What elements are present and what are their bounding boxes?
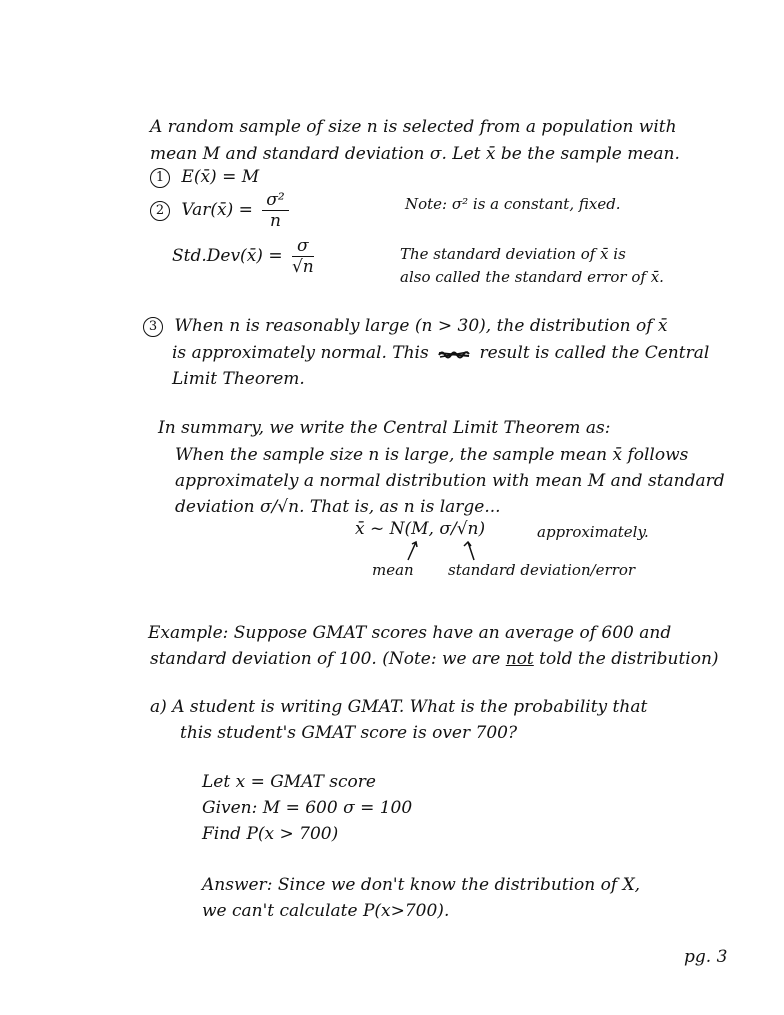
summary-line-3: deviation σ/√n. That is, as n is large... xyxy=(175,497,501,517)
sd-arrow xyxy=(464,542,474,560)
item-1-number: 1 xyxy=(150,168,170,188)
std-error-note-1: The standard deviation of x̄ is xyxy=(400,245,626,263)
item-3-number: 3 xyxy=(143,317,163,337)
std-dev-formula xyxy=(172,236,314,277)
mean-arrow xyxy=(408,542,417,560)
item-3-text-2a: is approximately normal. This xyxy=(172,343,429,363)
summary-line-2: approximately a normal distribution with mean M and standard xyxy=(175,471,725,491)
variance-fraction xyxy=(262,190,288,231)
item-3-line-3: Limit Theorem. xyxy=(172,369,305,389)
approximately-label: approximately. xyxy=(537,523,649,541)
item-3-text-2b: result is called the Central xyxy=(479,343,710,363)
variance-numerator: σ² xyxy=(262,190,288,211)
clt-formula: x̄ ~ N(M, σ/√n) xyxy=(355,519,486,539)
summary-heading: In summary, we write the Central Limit Theorem as: xyxy=(158,418,611,438)
page-number: pg. 3 xyxy=(684,947,728,967)
answer-line-1: Answer: Since we don't know the distribution of X, xyxy=(202,875,641,895)
crossed-out-word xyxy=(438,349,470,359)
item-2-number: 2 xyxy=(150,201,170,221)
std-dev-lhs: Std.Dev(x̄) = xyxy=(172,246,283,266)
std-error-note-2: also called the standard error of x̄. xyxy=(400,268,664,286)
std-dev-error-label: standard deviation/error xyxy=(448,561,636,579)
item-3-line-2 xyxy=(172,342,709,364)
item-1-text: E(x̄) = M xyxy=(181,167,260,187)
example-not: not xyxy=(505,649,534,669)
std-dev-fraction xyxy=(292,236,314,277)
summary-line-1: When the sample size n is large, the sample mean x̄ follows xyxy=(175,445,689,465)
part-a-line-2: this student's GMAT score is over 700? xyxy=(180,723,518,743)
variance-lhs: Var(x̄) = xyxy=(181,200,253,220)
std-dev-denominator: √n xyxy=(291,257,314,277)
example-line-1: Example: Suppose GMAT scores have an average of 600 and xyxy=(148,623,672,643)
std-dev-numerator: σ xyxy=(292,236,314,257)
variance-note: Note: σ² is a constant, fixed. xyxy=(405,195,621,213)
intro-line-1: A random sample of size n is selected from a population with xyxy=(150,117,677,137)
let-statement: Let x = GMAT score xyxy=(202,772,376,792)
part-a-label: a) xyxy=(150,697,167,717)
answer-line-2: we can't calculate P(x>700). xyxy=(202,901,450,921)
mean-label: mean xyxy=(372,561,414,579)
part-a-text-1: A student is writing GMAT. What is the probability that xyxy=(172,697,648,717)
item-2-variance xyxy=(150,190,289,231)
intro-line-2: mean M and standard deviation σ. Let x̄ be the sample mean. xyxy=(150,144,680,164)
given-statement: Given: M = 600 σ = 100 xyxy=(202,798,413,818)
item-3-line-1 xyxy=(143,315,668,337)
item-3-text-1: When n is reasonably large (n > 30), the distribution of x̄ xyxy=(174,316,668,336)
part-a-line-1 xyxy=(150,696,647,718)
variance-denominator: n xyxy=(270,211,281,231)
find-statement: Find P(x > 700) xyxy=(202,824,339,844)
example-line-2b: told the distribution) xyxy=(539,649,719,669)
example-line-2a: standard deviation of 100. (Note: we are xyxy=(150,649,501,669)
example-line-2 xyxy=(150,648,719,670)
item-1 xyxy=(150,166,259,188)
